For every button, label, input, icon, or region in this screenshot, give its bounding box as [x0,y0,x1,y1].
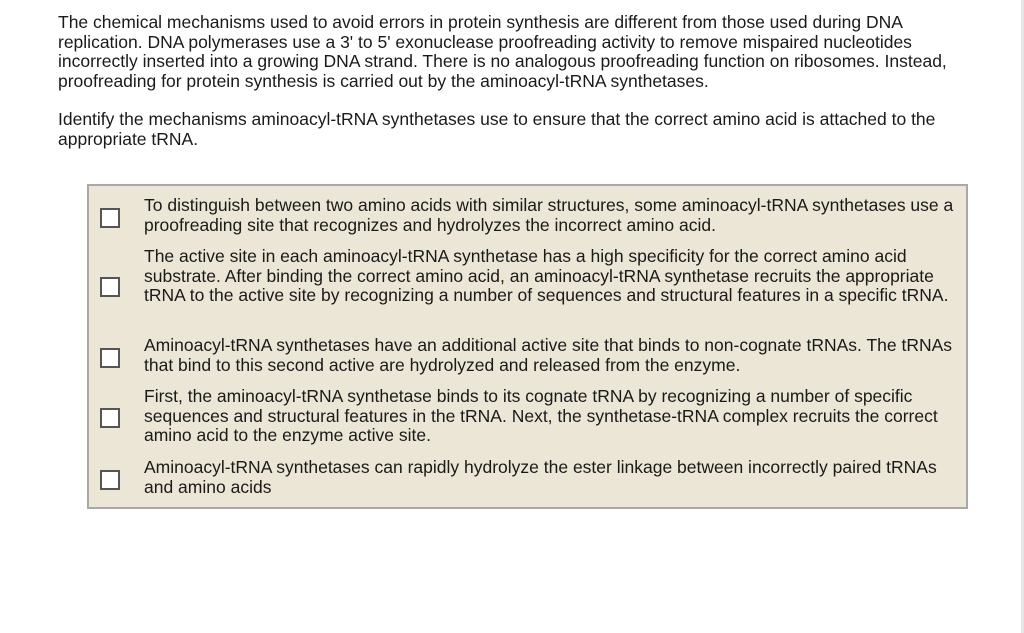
choice-1-text[interactable]: To distinguish between two amino acids with similar structures, some aminoacyl-tRNA synthetases use a proofreading site that recognizes and hydrolyzes the incorrect amino acid. [144,195,954,235]
choice-5-text[interactable]: Aminoacyl-tRNA synthetases can rapidly hydrolyze the ester linkage between incorrectly paired tRNAs and amino acids [144,457,937,497]
answer-choices-box [87,184,968,509]
choice-3-checkbox[interactable] [100,348,120,368]
choice-3-text[interactable]: Aminoacyl-tRNA synthetases have an additional active site that binds to non-cognate tRNAs. The tRNAs that bind to this second active are hydrolyzed and released from the enzyme. [144,335,953,375]
choice-4-text[interactable]: First, the aminoacyl-tRNA synthetase binds to its cognate tRNA by recognizing a number of specific sequences and structural features in the tRNA. Next, the synthetase-tRNA complex recruits the correct amino acid to the enzyme active site. [144,386,938,445]
choice-2-checkbox[interactable] [100,277,120,297]
question-prompt: Identify the mechanisms aminoacyl-tRNA synthetases use to ensure that the correct amino acid is attached to the appropriate tRNA. [58,109,936,149]
intro-text [58,13,978,91]
choice-2-text[interactable]: The active site in each aminoacyl-tRNA synthetase has a high specificity for the correct amino acid substrate. After binding the correct amino acid, an aminoacyl-tRNA synthetase recruits the appropriate tRNA to the active site by recognizing a number of sequences and structural features in a specific tRNA. [144,246,949,305]
choice-5-checkbox[interactable] [100,470,120,490]
choice-4-checkbox[interactable] [100,408,120,428]
choice-1-checkbox[interactable] [100,208,120,228]
intro-paragraph: The chemical mechanisms used to avoid errors in protein synthesis are different from those used during DNA replication. DNA polymerases use a 3' to 5' exonuclease proofreading activity to remove mispaired nucleotides incorrectly inserted into a growing DNA strand. There is no analogous proofreading function on ribosomes. Instead, proofreading for protein synthesis is carried out by the aminoacyl-tRNA synthetases. [58,12,947,91]
